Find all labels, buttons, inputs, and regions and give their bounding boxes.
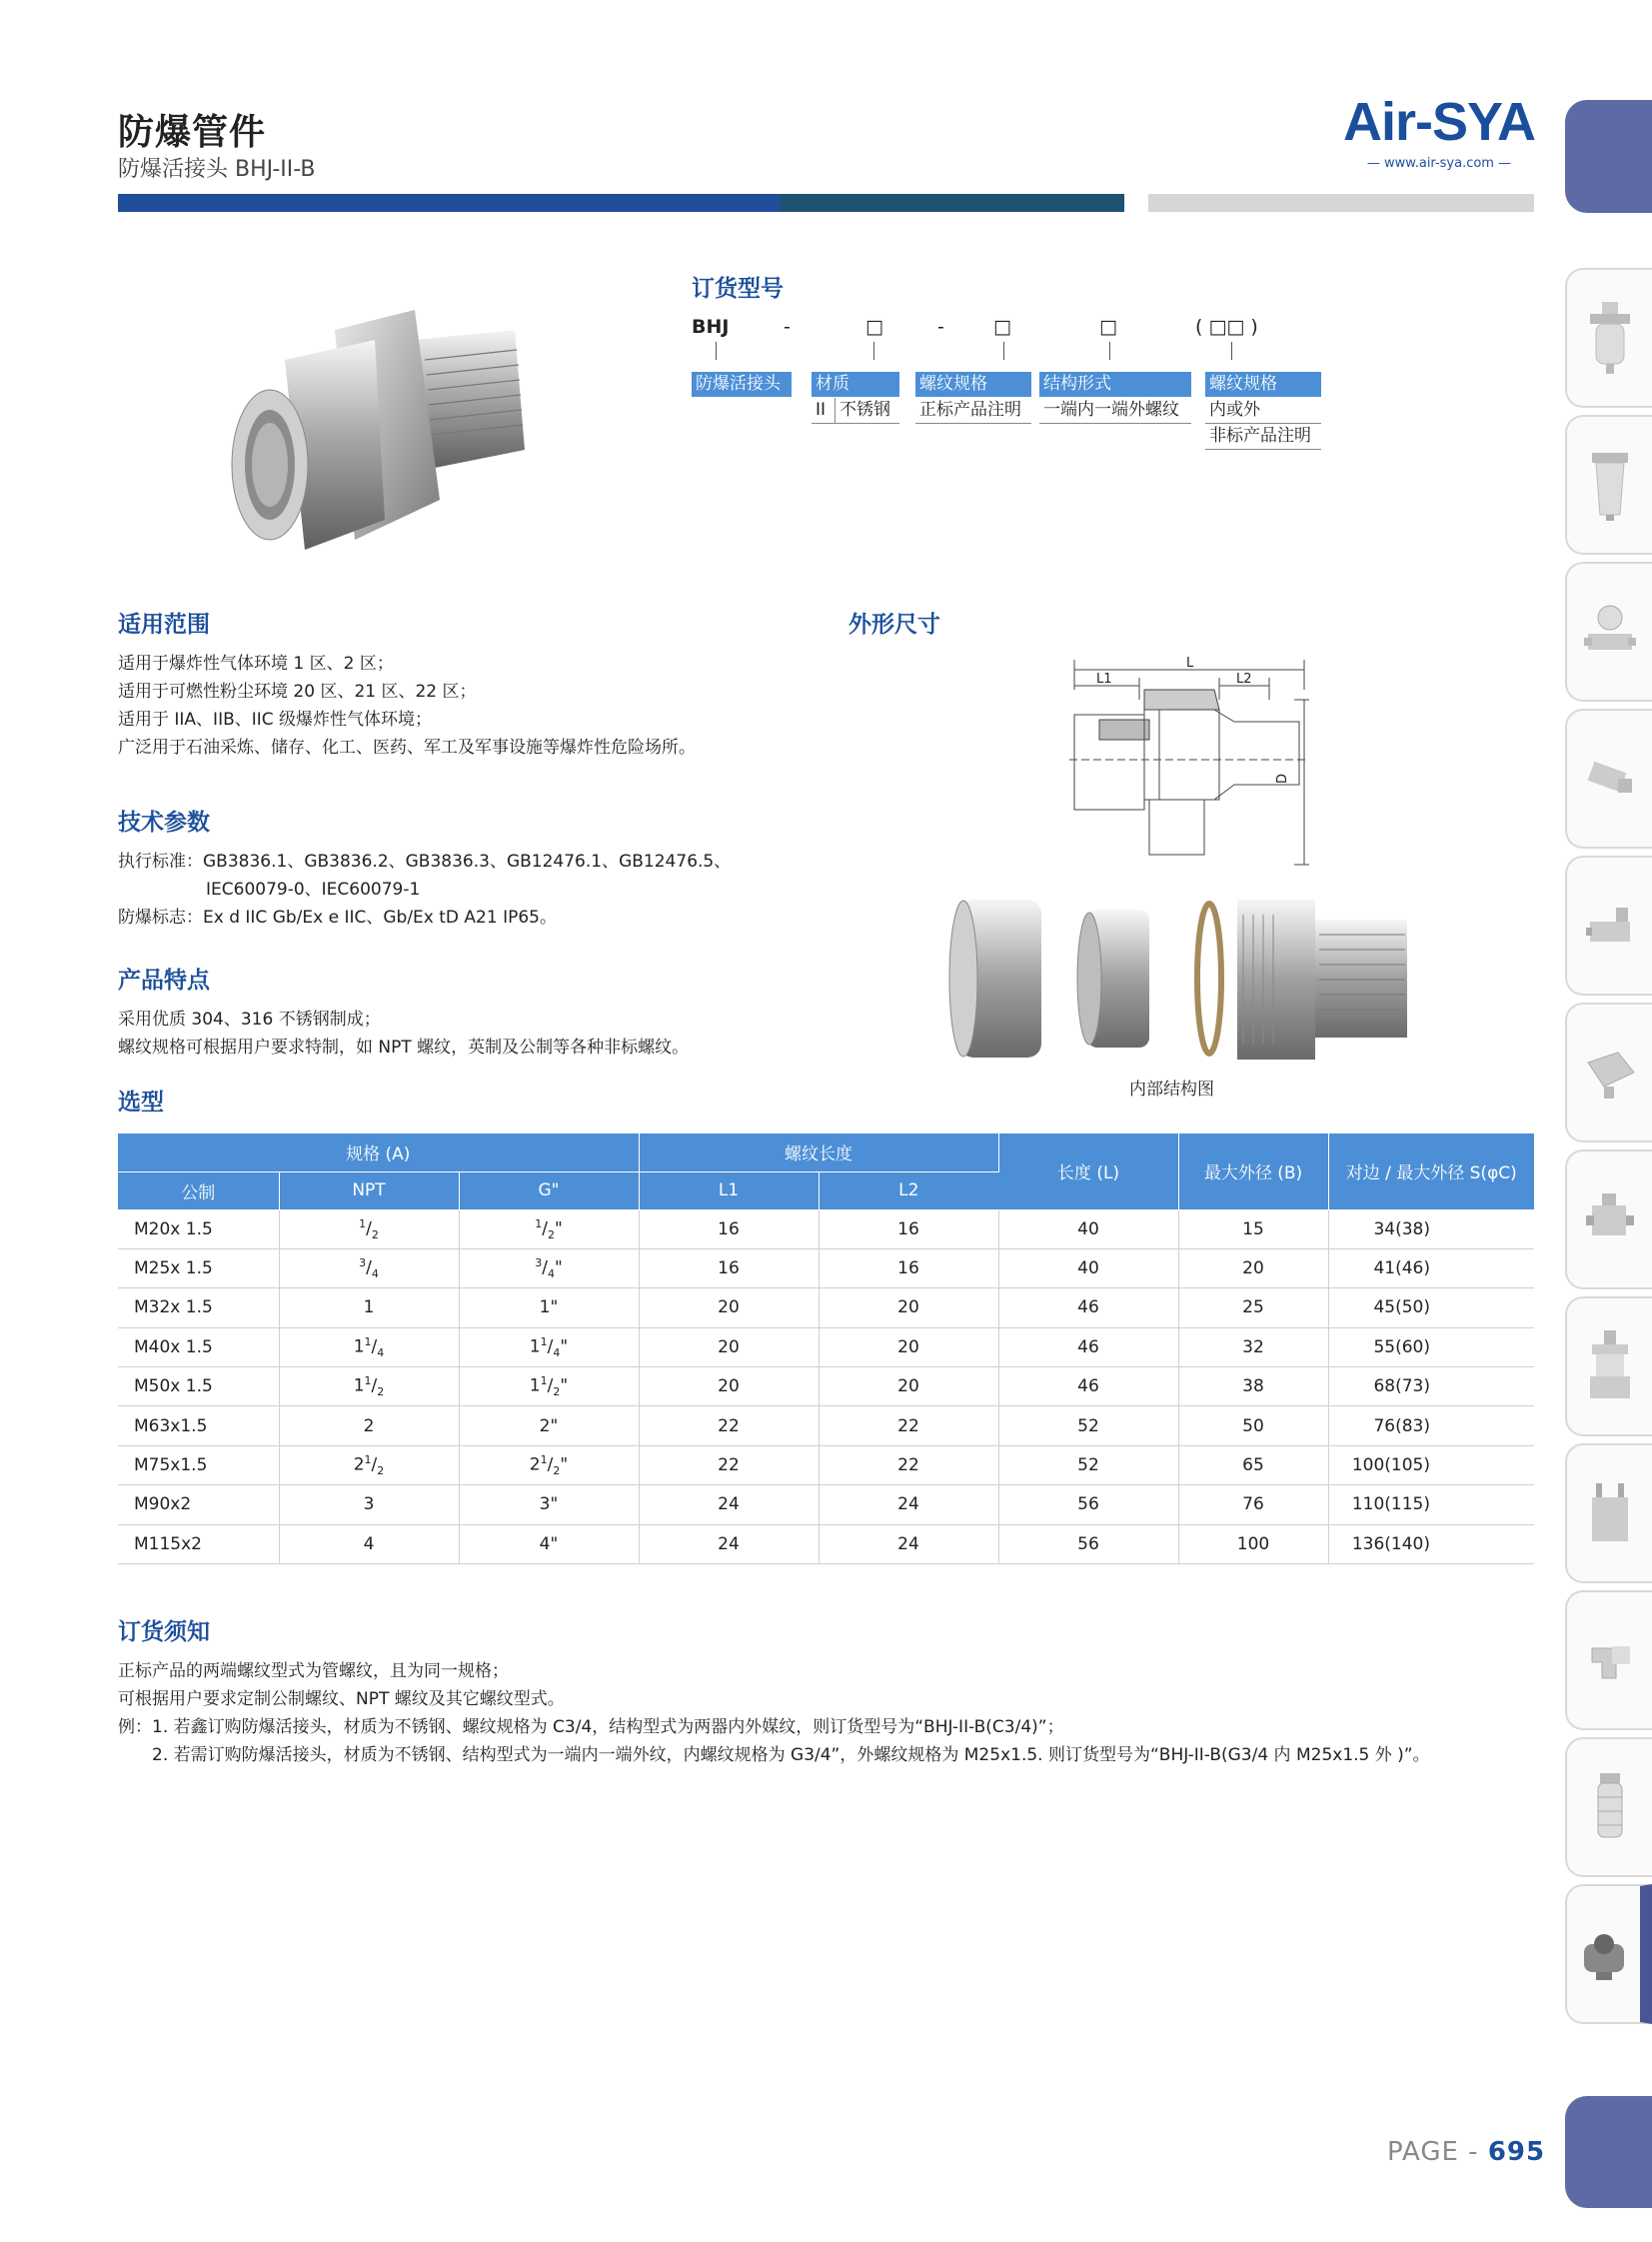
l1-cell: 20 [639, 1367, 819, 1406]
product-photo [225, 300, 535, 570]
tech-line: 防爆标志：Ex d IIC Gb/Ex e IIC、Gb/Ex tD A21 IP65。 [118, 908, 557, 928]
notice-text [118, 1657, 1430, 1769]
th-spec: 规格 (A) [118, 1133, 639, 1171]
g-denominator: 2 [553, 1464, 561, 1478]
npt-cell [279, 1524, 459, 1563]
explosion-proof-fitting-icon [1576, 1914, 1632, 1994]
npt-cell [279, 1327, 459, 1366]
side-tab-valve-block[interactable] [1565, 1003, 1652, 1142]
table-row [118, 1485, 1534, 1524]
g-whole: 3 [539, 1494, 551, 1515]
g-whole: 1 [529, 1336, 541, 1357]
selection-heading: 选型 [118, 1090, 164, 1116]
fraction-slash: / [547, 1375, 554, 1396]
side-tab-pump[interactable] [1565, 1149, 1652, 1289]
g-numerator: 1 [535, 1216, 543, 1230]
l1-cell: 20 [639, 1288, 819, 1327]
length-cell: 46 [998, 1327, 1178, 1366]
page-label: PAGE - [1387, 2137, 1488, 2167]
g-denominator: 2 [547, 1227, 555, 1241]
g-whole: 1 [539, 1297, 551, 1318]
code-connector-line [716, 342, 717, 360]
side-tab-filter-regulator[interactable] [1565, 268, 1652, 408]
g-cell [459, 1445, 639, 1484]
ordering-code-box-structure: □ [1099, 316, 1117, 338]
g-denominator: 4 [553, 1345, 561, 1359]
l1-cell: 24 [639, 1485, 819, 1524]
npt-denominator: 4 [377, 1345, 385, 1359]
tech-line: 执行标准：GB3836.1、GB3836.2、GB3836.3、GB12476.1、GB12476.5、 [118, 852, 732, 872]
features-heading: 产品特点 [118, 968, 210, 994]
scope-text [118, 650, 696, 762]
across-cell: 136(140) [1328, 1524, 1534, 1563]
field-label-union: 防爆活接头 [692, 372, 792, 397]
l2-cell: 24 [819, 1524, 998, 1563]
g-cell [459, 1248, 639, 1287]
muffler-icon [1582, 1767, 1638, 1847]
length-cell: 52 [998, 1406, 1178, 1445]
cylinder-clamp-icon [1582, 1473, 1638, 1553]
side-tab-elbow-fitting[interactable] [1565, 1590, 1652, 1730]
g-cell [459, 1327, 639, 1366]
header-bar-teal [780, 194, 1124, 212]
notice-line: 例：1. 若鑫订购防爆活接头，材质为不锈钢、螺纹规格为 C3/4，结构型式为两器内外媒纹，则订货型号为“BHJ-II-B(C3/4)”； [118, 1717, 1064, 1737]
ordering-code-box-thread: □ [993, 316, 1011, 338]
th-g: G" [459, 1171, 639, 1209]
ordering-code-dash-1: - [784, 316, 791, 338]
features-text [118, 1006, 689, 1062]
field-label-material: 材质 [812, 372, 899, 397]
g-cell [459, 1367, 639, 1406]
length-cell: 56 [998, 1524, 1178, 1563]
npt-numerator: 3 [359, 1256, 367, 1270]
g-whole: 2 [529, 1454, 541, 1475]
th-length: 长度 (L) [998, 1133, 1178, 1209]
inch-mark: " [560, 1375, 569, 1396]
npt-denominator: 2 [371, 1227, 379, 1241]
npt-numerator: 1 [364, 1374, 372, 1388]
th-npt: NPT [279, 1171, 459, 1209]
od-cell: 15 [1178, 1209, 1328, 1248]
od-cell: 25 [1178, 1288, 1328, 1327]
ordering-code-dash-2: - [937, 316, 944, 338]
field-label-structure: 结构形式 [1039, 372, 1191, 397]
scope-line: 广泛用于石油采炼、储存、化工、医药、军工及军事设施等爆炸性危险场所。 [118, 738, 696, 758]
page-subtitle: 防爆活接头 BHJ-II-B [118, 157, 316, 182]
fraction-slash: / [366, 1257, 372, 1278]
th-across-flats: 对边 / 最大外径 S(φC) [1328, 1133, 1534, 1209]
top-edge-tab [1565, 100, 1652, 213]
fraction-slash: / [371, 1336, 378, 1357]
filter-regulator-icon [1582, 298, 1638, 378]
g-cell [459, 1485, 639, 1524]
inch-mark: " [550, 1494, 559, 1515]
npt-cell [279, 1445, 459, 1484]
inch-mark: " [554, 1218, 563, 1239]
metric-cell: M75x1.5 [118, 1445, 279, 1484]
pressure-gauge-icon [1582, 592, 1638, 672]
g-numerator: 1 [540, 1334, 548, 1348]
l1-cell: 20 [639, 1327, 819, 1366]
scope-line: 适用于可燃性粉尘环境 20 区、21 区、22 区； [118, 682, 477, 702]
across-cell: 41(46) [1328, 1248, 1534, 1287]
dim-label-l: L [1186, 656, 1194, 671]
features-line: 采用优质 304、316 不锈钢制成； [118, 1010, 381, 1030]
g-cell [459, 1524, 639, 1563]
table-row [118, 1288, 1534, 1327]
solenoid-valve-icon [1582, 739, 1638, 819]
field-value-thread-spec: 正标产品注明 [915, 398, 1031, 424]
npt-denominator: 2 [377, 1385, 385, 1399]
flow-control-icon [1582, 886, 1638, 966]
th-l1: L1 [639, 1171, 819, 1209]
inch-mark: " [550, 1533, 559, 1554]
fraction-slash: / [542, 1257, 548, 1278]
field-label-thread-spec-custom: 螺纹规格 [1205, 372, 1321, 397]
table-row [118, 1524, 1534, 1563]
npt-whole: 2 [363, 1415, 375, 1436]
npt-denominator: 4 [371, 1267, 379, 1281]
across-cell: 100(105) [1328, 1445, 1534, 1484]
field-value-material: 不锈钢 [835, 398, 899, 424]
metric-cell: M40x 1.5 [118, 1327, 279, 1366]
od-cell: 50 [1178, 1406, 1328, 1445]
internal-structure-photo [947, 880, 1420, 1075]
od-cell: 65 [1178, 1445, 1328, 1484]
length-cell: 40 [998, 1248, 1178, 1287]
scope-line: 适用于爆炸性气体环境 1 区、2 区； [118, 654, 394, 674]
g-numerator: 1 [540, 1374, 548, 1388]
npt-whole: 1 [363, 1297, 375, 1318]
length-cell: 40 [998, 1209, 1178, 1248]
length-cell: 56 [998, 1485, 1178, 1524]
scope-heading: 适用范围 [118, 612, 210, 638]
page-number [1387, 2137, 1545, 2167]
g-cell [459, 1288, 639, 1327]
npt-whole: 1 [353, 1375, 365, 1396]
features-line: 螺纹规格可根据用户要求特制，如 NPT 螺纹，英制及公制等各种非标螺纹。 [118, 1038, 690, 1058]
od-cell: 100 [1178, 1524, 1328, 1563]
npt-whole: 2 [353, 1454, 365, 1475]
side-tab-muffler[interactable] [1565, 1737, 1652, 1877]
l1-cell: 22 [639, 1406, 819, 1445]
od-cell: 32 [1178, 1327, 1328, 1366]
side-tab-flow-control[interactable] [1565, 856, 1652, 996]
brand-logo [1339, 92, 1539, 171]
ordering-code-box-custom: ( □□ ) [1195, 316, 1258, 338]
table-row [118, 1445, 1534, 1484]
across-cell: 68(73) [1328, 1367, 1534, 1406]
across-cell: 76(83) [1328, 1406, 1534, 1445]
internal-structure-caption: 内部结构图 [1129, 1080, 1214, 1100]
valve-block-icon [1582, 1033, 1638, 1113]
fraction-slash: / [547, 1454, 554, 1475]
od-cell: 76 [1178, 1485, 1328, 1524]
fraction-slash: / [542, 1218, 548, 1239]
table-row [118, 1406, 1534, 1445]
inch-mark: " [554, 1257, 563, 1278]
side-tab-cylinder-clamp[interactable] [1565, 1443, 1652, 1583]
npt-whole: 3 [363, 1494, 375, 1515]
g-whole: 4 [539, 1533, 551, 1554]
metric-cell: M63x1.5 [118, 1406, 279, 1445]
l1-cell: 22 [639, 1445, 819, 1484]
dim-label-l1: L1 [1096, 672, 1112, 687]
npt-cell [279, 1485, 459, 1524]
category-side-tabs [1565, 268, 1652, 2031]
notice-line: 正标产品的两端螺纹型式为管螺纹，且为同一规格； [118, 1661, 509, 1681]
l2-cell: 22 [819, 1406, 998, 1445]
metric-cell: M90x2 [118, 1485, 279, 1524]
pump-icon [1582, 1179, 1638, 1259]
npt-numerator: 1 [364, 1334, 372, 1348]
field-value-material-code: II [812, 398, 837, 424]
across-cell: 34(38) [1328, 1209, 1534, 1248]
g-cell [459, 1209, 639, 1248]
l2-cell: 20 [819, 1327, 998, 1366]
across-cell: 110(115) [1328, 1485, 1534, 1524]
metric-cell: M50x 1.5 [118, 1367, 279, 1406]
g-denominator: 4 [547, 1267, 555, 1281]
across-cell: 55(60) [1328, 1327, 1534, 1366]
inch-mark: " [550, 1297, 559, 1318]
side-tab-filter-bowl[interactable] [1565, 415, 1652, 555]
fraction-slash: / [366, 1218, 372, 1239]
metric-cell: M32x 1.5 [118, 1288, 279, 1327]
metric-cell: M25x 1.5 [118, 1248, 279, 1287]
th-l2: L2 [819, 1171, 998, 1209]
across-cell: 45(50) [1328, 1288, 1534, 1327]
inch-mark: " [560, 1454, 569, 1475]
l1-cell: 16 [639, 1209, 819, 1248]
g-cell [459, 1406, 639, 1445]
field-label-thread-spec: 螺纹规格 [915, 372, 1031, 397]
ordering-code-title: 订货型号 [692, 276, 784, 302]
length-cell: 52 [998, 1445, 1178, 1484]
ordering-code-box-material: □ [865, 316, 883, 338]
code-connector-line [1003, 342, 1004, 360]
dimensions-heading: 外形尺寸 [848, 612, 940, 638]
table-row [118, 1367, 1534, 1406]
g-whole: 2 [539, 1415, 551, 1436]
th-max-od: 最大外径 (B) [1178, 1133, 1328, 1209]
g-numerator: 1 [540, 1453, 548, 1467]
metric-cell: M20x 1.5 [118, 1209, 279, 1248]
fraction-slash: / [547, 1336, 554, 1357]
logo-url: — www.air-sya.com — [1366, 156, 1512, 171]
npt-cell [279, 1288, 459, 1327]
header-bar-blue [118, 194, 780, 212]
dim-label-d: D [1275, 773, 1290, 784]
inch-mark: " [550, 1415, 559, 1436]
metric-cell: M115x2 [118, 1524, 279, 1563]
code-connector-line [1231, 342, 1232, 360]
filter-bowl-icon [1582, 445, 1638, 525]
dim-label-l2: L2 [1236, 672, 1252, 687]
regulator-stack-icon [1582, 1326, 1638, 1406]
selection-table [118, 1133, 1534, 1564]
notice-line: 2. 若需订购防爆活接头，材质为不锈钢、结构型式为一端内一端外纹，内螺纹规格为 G3/4”，外螺纹规格为 M25x1.5. 则订货型号为“BHJ-II-B(G3/4 内 M25x1.5 外 )”。 [152, 1745, 1430, 1765]
tech-text [118, 848, 731, 932]
inch-mark: " [560, 1336, 569, 1357]
l2-cell: 22 [819, 1445, 998, 1484]
fraction-slash: / [371, 1454, 378, 1475]
tech-heading: 技术参数 [118, 810, 210, 836]
th-metric: 公制 [118, 1171, 279, 1209]
notice-heading: 订货须知 [118, 1619, 210, 1645]
field-value-structure: 一端内一端外螺纹 [1039, 398, 1191, 424]
ordering-code-prefix: BHJ [692, 316, 730, 338]
bottom-edge-tab [1565, 2096, 1652, 2208]
code-connector-line [873, 342, 874, 360]
scope-line: 适用于 IIA、IIB、IIC 级爆炸性气体环境； [118, 710, 433, 730]
code-connector-line [1109, 342, 1110, 360]
npt-cell [279, 1209, 459, 1248]
th-thread-length: 螺纹长度 [639, 1133, 998, 1171]
g-whole: 1 [529, 1375, 541, 1396]
od-cell: 20 [1178, 1248, 1328, 1287]
table-row [118, 1327, 1534, 1366]
tech-line: IEC60079-0、IEC60079-1 [206, 880, 421, 900]
side-tab-pressure-gauge[interactable] [1565, 562, 1652, 702]
length-cell: 46 [998, 1288, 1178, 1327]
field-value-thread-side: 内或外 [1205, 398, 1321, 424]
l2-cell: 20 [819, 1288, 998, 1327]
l2-cell: 16 [819, 1209, 998, 1248]
od-cell: 38 [1178, 1367, 1328, 1406]
l2-cell: 24 [819, 1485, 998, 1524]
l1-cell: 16 [639, 1248, 819, 1287]
l1-cell: 24 [639, 1524, 819, 1563]
table-row [118, 1248, 1534, 1287]
npt-cell [279, 1367, 459, 1406]
field-value-nonstandard: 非标产品注明 [1205, 424, 1321, 450]
side-tab-solenoid-valve[interactable] [1565, 709, 1652, 849]
g-denominator: 2 [553, 1385, 561, 1399]
npt-whole: 4 [363, 1533, 375, 1554]
side-tab-explosion-proof-fitting[interactable] [1565, 1884, 1652, 2024]
elbow-fitting-icon [1582, 1620, 1638, 1700]
npt-whole: 1 [353, 1336, 365, 1357]
page-number-value: 695 [1487, 2137, 1546, 2167]
l2-cell: 20 [819, 1367, 998, 1406]
length-cell: 46 [998, 1367, 1178, 1406]
npt-cell [279, 1248, 459, 1287]
npt-cell [279, 1406, 459, 1445]
g-numerator: 3 [535, 1256, 543, 1270]
npt-denominator: 2 [377, 1464, 385, 1478]
page-title: 防爆管件 [118, 112, 267, 153]
table-row [118, 1209, 1534, 1248]
side-tab-regulator-stack[interactable] [1565, 1296, 1652, 1436]
npt-numerator: 1 [364, 1453, 372, 1467]
dimension-drawing [1064, 650, 1314, 875]
l2-cell: 16 [819, 1248, 998, 1287]
npt-numerator: 1 [359, 1216, 367, 1230]
fraction-slash: / [371, 1375, 378, 1396]
notice-line: 可根据用户要求定制公制螺纹、NPT 螺纹及其它螺纹型式。 [118, 1689, 565, 1709]
header-bar-gray [1148, 194, 1534, 212]
logo-text: Air-SYA [1342, 92, 1536, 152]
